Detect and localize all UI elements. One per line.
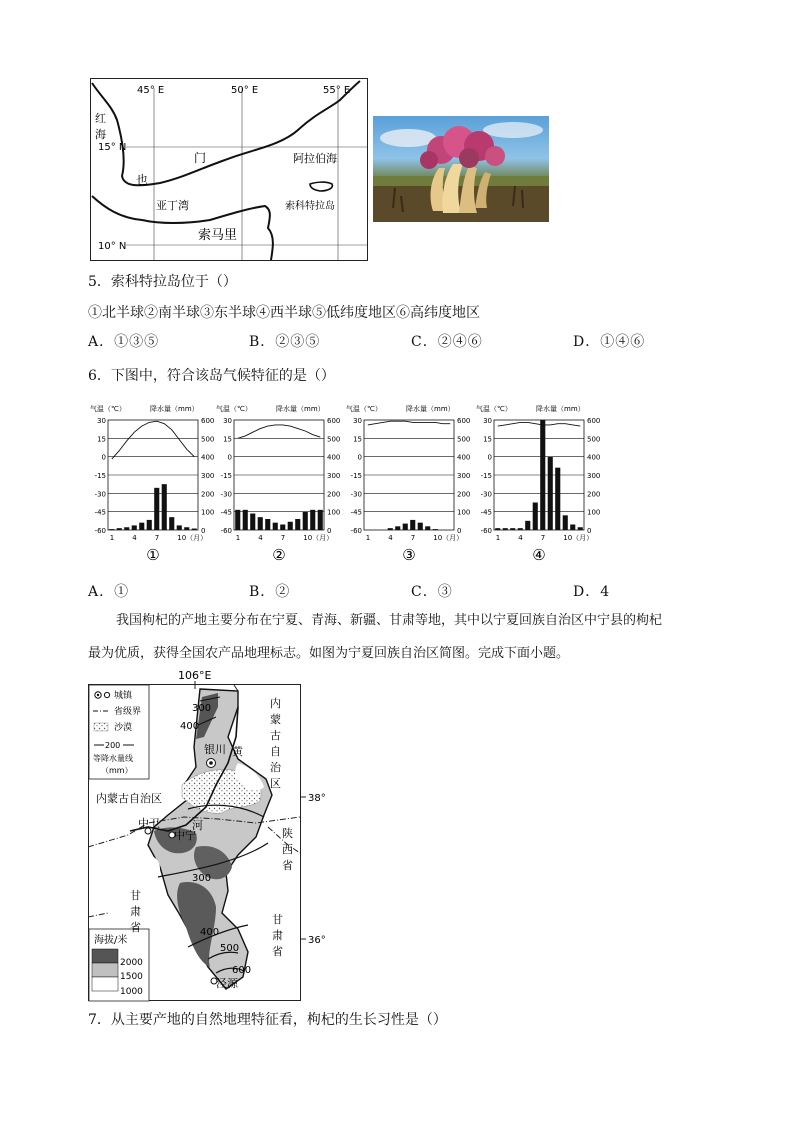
isohyet-label-300b: 300 bbox=[192, 873, 212, 884]
elevation-1500: 1500 bbox=[120, 972, 143, 982]
river-label-he: 河 bbox=[192, 819, 203, 832]
temp-tick: 0 bbox=[227, 453, 232, 462]
region-gansu-left-2: 肃 bbox=[130, 905, 141, 918]
temp-axis-label: 气温（℃） bbox=[216, 405, 252, 413]
elevation-1000: 1000 bbox=[120, 987, 143, 997]
temp-tick: 15 bbox=[483, 435, 492, 444]
climate-chart-3 bbox=[344, 400, 474, 570]
month-tick: 7 bbox=[410, 534, 416, 542]
lat-15: 15° N bbox=[98, 142, 127, 153]
temp-tick: -60 bbox=[94, 527, 106, 535]
temperature-curve bbox=[498, 422, 581, 426]
precip-bar bbox=[147, 520, 152, 530]
precip-tick: 0 bbox=[457, 527, 462, 535]
lon-45: 45° E bbox=[137, 85, 165, 96]
precip-tick: 400 bbox=[587, 453, 601, 462]
isohyet-label-300a: 300 bbox=[192, 703, 212, 714]
label-red-sea-1: 红 bbox=[95, 112, 106, 125]
precip-tick: 500 bbox=[201, 435, 215, 444]
q6-option-a[interactable]: A．① bbox=[88, 584, 130, 600]
month-tick: 7 bbox=[154, 534, 160, 542]
precip-bar bbox=[388, 528, 393, 530]
tree-illustration bbox=[373, 116, 549, 222]
precip-bar bbox=[132, 525, 137, 530]
temp-tick: 30 bbox=[223, 417, 232, 425]
temp-tick: 15 bbox=[97, 435, 106, 444]
month-tick: 4 bbox=[388, 534, 393, 542]
temp-axis-label: 气温（℃） bbox=[476, 405, 512, 413]
month-tick: 1 bbox=[365, 534, 371, 542]
label-arabian-sea: 阿拉伯海 bbox=[293, 152, 337, 165]
temperature-curve bbox=[238, 425, 320, 438]
temp-tick: 0 bbox=[101, 453, 106, 462]
precip-bar bbox=[563, 515, 568, 530]
ningxia-map bbox=[88, 667, 338, 1002]
month-tick: 1 bbox=[109, 534, 115, 542]
temp-tick: -45 bbox=[350, 508, 362, 517]
region-gansu-left-3: 省 bbox=[130, 921, 141, 934]
lon-55: 55° E bbox=[323, 85, 351, 96]
legend-isohyet-num: 200 bbox=[105, 741, 121, 750]
temp-tick: -60 bbox=[480, 527, 492, 535]
precip-bar bbox=[169, 517, 174, 530]
precip-tick: 0 bbox=[327, 527, 332, 535]
precip-bar bbox=[265, 519, 270, 530]
month-tick: 7 bbox=[540, 534, 546, 542]
precip-bar bbox=[495, 528, 500, 530]
precip-tick: 500 bbox=[457, 435, 471, 444]
temp-tick: -30 bbox=[94, 490, 106, 499]
precip-tick: 200 bbox=[327, 490, 341, 499]
legend-desert: 沙漠 bbox=[114, 723, 133, 733]
region-shaanxi-2: 西 bbox=[282, 843, 293, 856]
temp-tick: -45 bbox=[94, 508, 106, 517]
precip-bar bbox=[139, 523, 144, 530]
region-neimeng-top-4: 自 bbox=[270, 745, 281, 758]
isohyet-label-600: 600 bbox=[232, 965, 252, 976]
precip-tick: 300 bbox=[587, 472, 601, 480]
precip-bar bbox=[578, 527, 583, 530]
temp-tick: -60 bbox=[220, 527, 232, 535]
label-somalia: 索马里 bbox=[198, 228, 238, 243]
passage-line-1: 我国枸杞的产地主要分布在宁夏、青海、新疆、甘肃等地，其中以宁夏回族自治区中宁县的枸杞 bbox=[116, 613, 663, 628]
precip-bar bbox=[555, 468, 560, 530]
region-shaanxi-3: 省 bbox=[282, 859, 293, 872]
precip-bar bbox=[303, 512, 308, 530]
precip-bar bbox=[192, 529, 197, 530]
elevation-title: 海拔/米 bbox=[94, 935, 128, 946]
precip-tick: 0 bbox=[587, 527, 592, 535]
passage-line-2: 最为优质，获得全国农产品地理标志。如图为宁夏回族自治区简图。完成下面小题。 bbox=[88, 646, 570, 661]
lat-10: 10° N bbox=[98, 241, 127, 252]
chart-number-label: ④ bbox=[532, 546, 546, 564]
temp-tick: -15 bbox=[350, 472, 362, 480]
temperature-curve bbox=[112, 421, 195, 459]
legend-town: 城镇 bbox=[114, 691, 133, 701]
q5-stem: 5．索科特拉岛位于（） bbox=[88, 274, 237, 290]
precip-bar bbox=[124, 527, 129, 530]
precip-tick: 400 bbox=[457, 453, 471, 462]
precip-bar bbox=[162, 484, 167, 530]
month-tick: 10（月） bbox=[433, 534, 464, 542]
precip-tick: 400 bbox=[201, 453, 215, 462]
legend-isohyet: 等降水量线 bbox=[93, 754, 133, 763]
precip-tick: 200 bbox=[201, 490, 215, 499]
month-tick: 4 bbox=[132, 534, 137, 542]
map2-lat-38: 38° bbox=[308, 793, 326, 804]
region-gansu-right-3: 省 bbox=[272, 945, 283, 958]
precip-tick: 100 bbox=[587, 508, 601, 517]
region-neimeng-top-5: 治 bbox=[270, 761, 281, 774]
label-yemen-ye: 也 bbox=[136, 173, 149, 187]
precip-tick: 300 bbox=[201, 472, 215, 480]
precip-bar bbox=[548, 457, 553, 530]
temp-tick: -45 bbox=[220, 508, 232, 517]
chart-number-label: ① bbox=[146, 546, 160, 564]
precip-tick: 500 bbox=[327, 435, 341, 444]
precip-bar bbox=[117, 528, 122, 530]
q5-option-c[interactable]: C．②④⑥ bbox=[411, 334, 483, 350]
precip-tick: 500 bbox=[587, 435, 601, 444]
chart-number-label: ② bbox=[272, 546, 286, 564]
precip-tick: 600 bbox=[327, 417, 341, 425]
precip-tick: 300 bbox=[457, 472, 471, 480]
precip-bar bbox=[177, 525, 182, 530]
precip-axis-label: 降水量（mm） bbox=[150, 405, 199, 413]
precip-bar bbox=[533, 503, 538, 531]
precip-bar bbox=[250, 514, 255, 531]
q5-option-b[interactable]: B．②③⑤ bbox=[249, 334, 321, 350]
month-tick: 4 bbox=[258, 534, 263, 542]
lon-50: 50° E bbox=[231, 85, 259, 96]
q6-option-c[interactable]: C．③ bbox=[411, 584, 453, 600]
temp-tick: -30 bbox=[220, 490, 232, 499]
month-tick: 4 bbox=[518, 534, 523, 542]
precip-bar bbox=[425, 526, 430, 530]
precip-bar bbox=[503, 528, 508, 530]
precip-tick: 600 bbox=[457, 417, 471, 425]
month-tick: 10（月） bbox=[303, 534, 334, 542]
month-tick: 7 bbox=[280, 534, 286, 542]
temperature-curve bbox=[368, 421, 451, 425]
temp-tick: 15 bbox=[353, 435, 362, 444]
region-gansu-right-2: 肃 bbox=[272, 929, 283, 942]
map2-lon-106: 106°E bbox=[178, 669, 212, 682]
q6-stem: 6．下图中，符合该岛气候特征的是（） bbox=[88, 368, 335, 384]
month-tick: 10（月） bbox=[563, 534, 594, 542]
precip-bar bbox=[410, 520, 415, 530]
region-neimeng-top-2: 蒙 bbox=[270, 713, 281, 726]
climate-chart-2 bbox=[214, 400, 344, 570]
precip-tick: 100 bbox=[201, 508, 215, 517]
elevation-2000: 2000 bbox=[120, 958, 143, 968]
precip-bar bbox=[525, 521, 530, 530]
precip-tick: 600 bbox=[201, 417, 215, 425]
q5-option-a[interactable]: A．①③⑤ bbox=[88, 334, 160, 350]
city-zhongning: 中宁 bbox=[174, 829, 196, 842]
precip-bar bbox=[258, 517, 263, 530]
precip-bar bbox=[154, 488, 159, 530]
q6-option-d[interactable]: D．4 bbox=[573, 584, 611, 600]
temp-tick: -30 bbox=[350, 490, 362, 499]
precip-bar bbox=[280, 525, 285, 531]
precip-bar bbox=[318, 510, 323, 530]
bottle-tree-photo bbox=[373, 116, 549, 222]
precip-bar bbox=[109, 529, 114, 530]
q5-option-d[interactable]: D．①④⑥ bbox=[573, 334, 646, 350]
precip-tick: 0 bbox=[201, 527, 206, 535]
label-red-sea-2: 海 bbox=[95, 128, 106, 141]
temp-tick: -15 bbox=[94, 472, 106, 480]
temp-tick: 30 bbox=[97, 417, 106, 425]
temp-tick: -45 bbox=[480, 508, 492, 517]
temp-tick: 30 bbox=[483, 417, 492, 425]
precip-axis-label: 降水量（mm） bbox=[536, 405, 585, 413]
isohyet-label-500: 500 bbox=[220, 943, 240, 954]
label-socotra: 索科特拉岛 bbox=[285, 201, 335, 212]
precip-bar bbox=[418, 523, 423, 530]
city-jingyuan: 泾源 bbox=[216, 977, 238, 990]
legend-border: 省级界 bbox=[114, 707, 142, 717]
q5-items: ①北半球②南半球③东半球④西半球⑤低纬度地区⑥高纬度地区 bbox=[88, 305, 480, 321]
precip-bar bbox=[184, 527, 189, 530]
region-neimeng-left: 内蒙古自治区 bbox=[96, 792, 162, 805]
isohyet-label-400b: 400 bbox=[200, 927, 220, 938]
label-gulf-aden: 亚丁湾 bbox=[156, 199, 189, 212]
precip-tick: 100 bbox=[457, 508, 471, 517]
temp-axis-label: 气温（℃） bbox=[90, 405, 126, 413]
temp-tick: -15 bbox=[220, 472, 232, 480]
precip-tick: 600 bbox=[587, 417, 601, 425]
chart-number-label: ③ bbox=[402, 546, 416, 564]
temp-axis-label: 气温（℃） bbox=[346, 405, 382, 413]
precip-bar bbox=[235, 510, 240, 530]
region-neimeng-top-6: 区 bbox=[270, 777, 281, 790]
precip-axis-label: 降水量（mm） bbox=[406, 405, 455, 413]
precip-axis-label: 降水量（mm） bbox=[276, 405, 325, 413]
precip-bar bbox=[243, 510, 248, 530]
precip-tick: 100 bbox=[327, 508, 341, 517]
precip-tick: 200 bbox=[457, 490, 471, 499]
socotra-island bbox=[310, 182, 332, 191]
region-gansu-left-1: 甘 bbox=[130, 889, 141, 902]
precip-tick: 300 bbox=[327, 472, 341, 480]
river-label-huang: 黄 bbox=[232, 745, 243, 758]
precip-bar bbox=[510, 528, 515, 530]
precip-bar bbox=[540, 420, 545, 530]
precip-bar bbox=[310, 510, 315, 530]
map2-lat-36: 36° bbox=[308, 935, 326, 946]
month-tick: 10（月） bbox=[177, 534, 208, 542]
isohyet-label-400a: 400 bbox=[180, 721, 200, 732]
precip-bar bbox=[433, 529, 438, 530]
precip-bar bbox=[273, 523, 278, 530]
city-zhongwei: 中卫 bbox=[138, 817, 160, 830]
precip-bar bbox=[570, 525, 575, 531]
temp-tick: -60 bbox=[350, 527, 362, 535]
month-tick: 1 bbox=[495, 534, 501, 542]
q7-stem: 7．从主要产地的自然地理特征看，枸杞的生长习性是（） bbox=[88, 1012, 447, 1028]
q6-option-b[interactable]: B．② bbox=[249, 584, 291, 600]
region-shaanxi-1: 陕 bbox=[282, 827, 293, 840]
yemen-map bbox=[90, 78, 368, 261]
precip-bar bbox=[403, 524, 408, 530]
temp-tick: 0 bbox=[357, 453, 362, 462]
label-yemen-men: 门 bbox=[194, 151, 207, 165]
precip-bar bbox=[518, 528, 523, 530]
precip-tick: 400 bbox=[327, 453, 341, 462]
region-neimeng-top-1: 内 bbox=[270, 697, 281, 710]
climate-chart-1 bbox=[88, 400, 218, 570]
temp-tick: -30 bbox=[480, 490, 492, 499]
city-yinchuan: 银川 bbox=[204, 743, 226, 756]
precip-bar bbox=[288, 522, 293, 530]
temp-tick: 30 bbox=[353, 417, 362, 425]
precip-bar bbox=[295, 519, 300, 530]
legend-unit: （mm） bbox=[101, 766, 133, 775]
region-gansu-right-1: 甘 bbox=[272, 913, 283, 926]
precip-tick: 200 bbox=[587, 490, 601, 499]
temp-tick: 0 bbox=[487, 453, 492, 462]
region-neimeng-top-3: 古 bbox=[270, 729, 281, 742]
month-tick: 1 bbox=[235, 534, 241, 542]
precip-bar bbox=[395, 526, 400, 530]
temp-tick: 15 bbox=[223, 435, 232, 444]
climate-chart-4 bbox=[474, 400, 609, 570]
temp-tick: -15 bbox=[480, 472, 492, 480]
